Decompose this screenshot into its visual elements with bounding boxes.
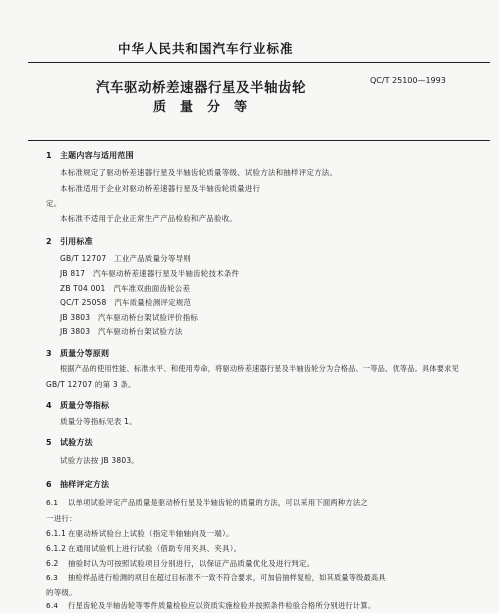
list-item bbox=[46, 543, 241, 554]
section-6-heading: 6 抽样评定方法 bbox=[46, 480, 110, 489]
section-3-paragraph-1b: GB/T 12707 的第 3 条。 bbox=[46, 380, 136, 389]
section-5-heading: 5 试验方法 bbox=[46, 438, 93, 447]
clause-number: 6.2 bbox=[46, 559, 59, 568]
clause-text: 的等级。 bbox=[46, 588, 77, 597]
section-1-paragraph-1: 本标准规定了驱动桥差速器行星及半轴齿轮质量等级、试验方法和抽样评定方法。 bbox=[60, 168, 338, 177]
clause-text: 在驱动桥试验台上试验（指定半轴轴向及一端）。 bbox=[68, 529, 234, 538]
reference-item: GB/T 12707 工业产品质量分等导则 bbox=[60, 254, 192, 263]
document-title-line1: 汽车驱动桥差速器行星及半轴齿轮 bbox=[96, 80, 306, 96]
title-rule bbox=[28, 140, 490, 141]
list-item bbox=[46, 587, 77, 598]
section-1-heading: 1 主题内容与适用范围 bbox=[46, 151, 134, 160]
section-5-paragraph-1: 试验方法按 JB 3803。 bbox=[60, 456, 140, 465]
section-1-paragraph-2a: 本标准适用于企业对驱动桥差速器行星及半轴齿轮质量进行 bbox=[60, 184, 261, 193]
clause-number: 6.4 bbox=[46, 601, 59, 610]
clause-number: 6.1.2 bbox=[46, 544, 67, 553]
reference-item: ZB T04 001 汽车准双曲面齿轮公差 bbox=[60, 284, 191, 293]
reference-item: JB 817 汽车驱动桥差速器行星及半轴齿轮技术条件 bbox=[60, 269, 240, 278]
section-1-paragraph-3: 本标准不适用于企业正常生产产品检验和产品验收。 bbox=[60, 214, 238, 223]
list-item bbox=[46, 573, 386, 583]
clause-text: 抽验时认为可按照试验项目分别进行，以保证产品质量优化及进行判定。 bbox=[68, 559, 315, 568]
section-1-paragraph-2b: 定。 bbox=[46, 199, 62, 208]
list-item bbox=[46, 498, 368, 508]
clause-text: 以单项试验评定产品质量是驱动桥行星及半轴齿轮的质量的方法，可以采用下面两种方法之 bbox=[68, 498, 368, 507]
reference-item: JB 3803 汽车驱动桥台架试验方法 bbox=[60, 327, 183, 336]
issuer-header: 中华人民共和国汽车行业标准 bbox=[118, 41, 294, 56]
section-2-heading: 2 引用标准 bbox=[46, 237, 93, 246]
clause-text: 抽检样品进行检测的项目在超过目标准不一致不符合要求，可加倍抽样复检，如其质量等级最高具 bbox=[68, 573, 386, 582]
standard-code: QC/T 25100—1993 bbox=[370, 76, 446, 85]
section-4-paragraph-1: 质量分等指标见表 1。 bbox=[60, 417, 137, 426]
list-item bbox=[46, 558, 314, 569]
list-item bbox=[46, 513, 77, 524]
clause-text: 在通用试验机上进行试验（借助专用夹具、夹具）。 bbox=[68, 544, 242, 553]
list-item bbox=[46, 601, 375, 611]
header-rule bbox=[28, 62, 490, 63]
clause-number: 6.3 bbox=[46, 573, 59, 582]
section-4-heading: 4 质量分等指标 bbox=[46, 401, 110, 410]
reference-item: JB 3803 汽车驱动桥台架试验评价指标 bbox=[60, 313, 199, 322]
section-3-heading: 3 质量分等原则 bbox=[46, 349, 110, 358]
section-3-paragraph-1a: 根据产品的使用性能、标准水平、和使用寿命，将驱动桥差速器行星及半轴齿轮分为合格品、一等品、优等品。具体要求见 bbox=[60, 364, 459, 373]
clause-text: 一进行： bbox=[46, 514, 77, 523]
clause-text: 行星齿轮及半轴齿轮等零件质量检验应以资质实施检验并按照条件检验合格所分别进行计算。 bbox=[68, 601, 376, 610]
list-item bbox=[46, 528, 234, 539]
clause-number: 6.1 bbox=[46, 498, 59, 507]
document-title-line2: 质量分等 bbox=[153, 100, 262, 115]
reference-item: QC/T 25058 汽车质量检测评定规范 bbox=[60, 298, 192, 307]
clause-number: 6.1.1 bbox=[46, 529, 67, 538]
